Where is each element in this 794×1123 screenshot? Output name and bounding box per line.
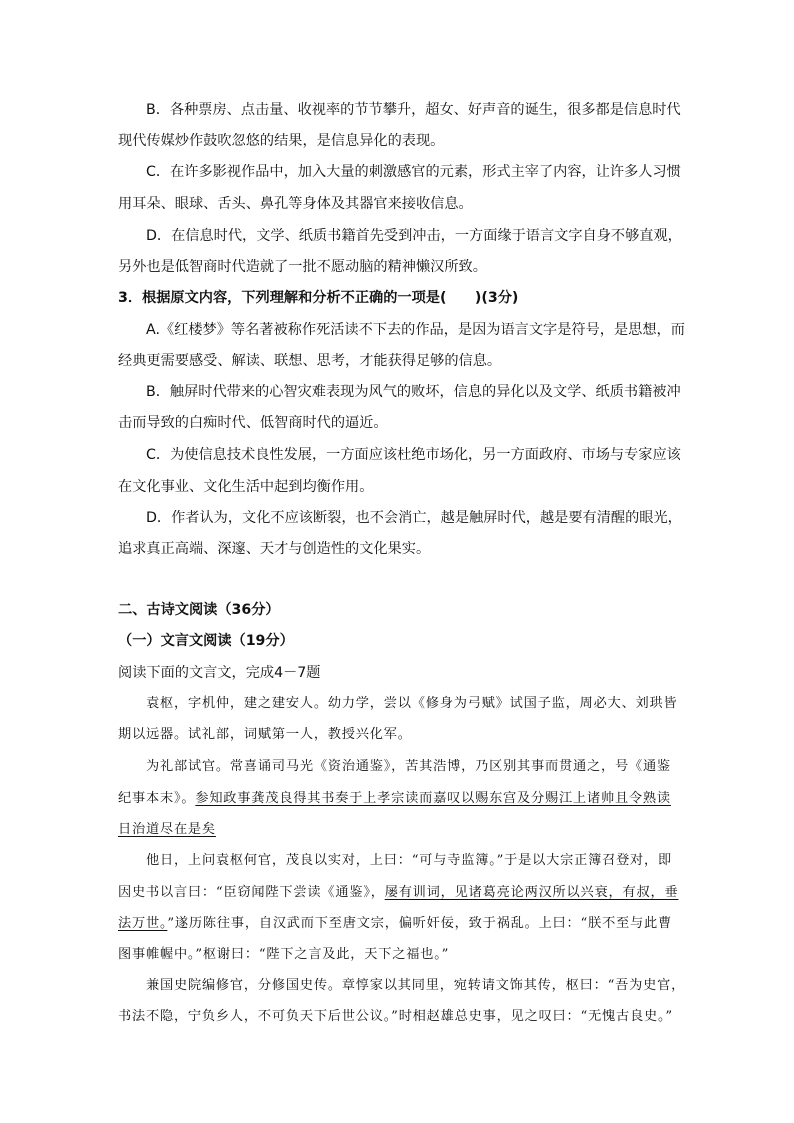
q2-option-c-line1: C．在许多影视作品中，加入大量的刺激感官的元素，形式主宰了内容，让许多人习惯 (146, 164, 681, 180)
passage-p4-line1: 兼国史院编修官，分修国史传。章惇家以其同里，宛转请文饰其传，枢曰：“吾为史官， (146, 978, 686, 993)
passage-p1-line1: 袁枢，字机仲，建之建安人。幼力学，尝以《修身为弓赋》试国子监，周必大、刘珙皆 (146, 696, 678, 711)
passage-p2-line2 (118, 789, 678, 809)
q3-option-c-line2: 在文化事业、文化生活中起到均衡作用。 (118, 479, 374, 495)
section-subtitle: （一）文言文阅读（19分） (118, 633, 294, 649)
passage-p3-line2-plain: 因史书以言曰：“臣窃闻陛下尝读《通鉴》， (118, 885, 385, 900)
q3-option-a-line2: 经典更需要感受、解读、联想、思考，才能获得足够的信息。 (118, 353, 502, 369)
q2-option-d-line1: D．在信息时代，文学、纸质书籍首先受到冲击，一方面缘于语言文字自身不够直观， (146, 228, 682, 244)
q3-option-b-line1: B．触屏时代带来的心智灾难表现为风气的败坏，信息的异化以及文学、纸质书籍被冲 (146, 384, 681, 400)
section-title: 二、古诗文阅读（36分） (118, 602, 280, 618)
passage-underlined-quote: 屡有训词，见诸葛亮论两汉所以兴衰，有叔，垂 (384, 885, 679, 900)
q3-option-a-line1: A.《红楼梦》等名著被称作死活读不下去的作品，是因为语言文字是符号，是思想，而 (146, 322, 685, 338)
passage-p3-line2 (118, 883, 678, 903)
passage-p4-line2: 书法不隐，宁负乡人，不可负天下后世公议。”时相赵雄总史事，见之叹曰：“无愧古良史。” (118, 1009, 673, 1024)
passage-p3-line3 (118, 914, 678, 934)
passage-p2-line1: 为礼部试官。常喜诵司马光《资治通鉴》，苦其浩博，乃区别其事而贯通之，号《通鉴 (146, 759, 671, 774)
q3-option-c-line1: C．为使信息技术良性发展，一方面应该杜绝市场化，另一方面政府、市场与专家应该 (146, 447, 681, 463)
reading-instruction: 阅读下面的文言文，完成4－7题 (118, 665, 321, 681)
passage-p3-line4: 图事帷幄中。”枢谢曰：“陛下之言及此，天下之福也。” (118, 947, 450, 962)
q3-option-d-line1: D．作者认为，文化不应该断裂，也不会消亡，越是触屏时代，越是要有清醒的眼光， (146, 510, 682, 526)
q3-option-b-line2: 击而导致的白痴时代、低智商时代的逼近。 (118, 415, 388, 431)
passage-p1-line2: 期以远器。试礼部，词赋第一人，教授兴化军。 (118, 727, 412, 742)
q3-option-d-line2: 追求真正高端、深邃、天才与创造性的文化果实。 (118, 541, 431, 557)
passage-underlined-quote-end: 法万世。 (118, 916, 168, 931)
q2-option-b-line1: B．各种票房、点击量、收视率的节节攀升，超女、好声音的诞生，很多都是信息时代 (146, 102, 681, 118)
q2-option-b-line2: 现代传媒炒作鼓吹忽悠的结果，是信息异化的表现。 (118, 133, 445, 149)
passage-p3-line3-plain: ”遂历陈往事，自汉武而下至唐文宗，偏听奸佞，致于祸乱。上曰：“朕不至与此曹 (167, 916, 673, 931)
passage-underlined-sentence: 参知政事龚茂良得其书奏于上孝宗读而嘉叹以赐东宫及分赐江上诸帅且令熟读 (195, 791, 671, 806)
passage-p3-line1: 他日，上问袁枢何官，茂良以实对，上曰：“可与寺监簿。”于是以大宗正簿召登对，即 (146, 853, 673, 868)
q2-option-c-line2: 用耳朵、眼球、舌头、鼻孔等身体及其器官来接收信息。 (118, 196, 473, 212)
passage-p2-line2-plain: 纪事本末》。 (118, 791, 196, 806)
q3-stem: 3．根据原文内容，下列理解和分析不正确的一项是( )(3分) (118, 290, 519, 306)
q2-option-d-line2: 另外也是低智商时代造就了一批不愿动脑的精神懒汉所致。 (118, 259, 487, 275)
passage-underlined-sentence-end: 日治道尽在是矣 (118, 822, 216, 837)
